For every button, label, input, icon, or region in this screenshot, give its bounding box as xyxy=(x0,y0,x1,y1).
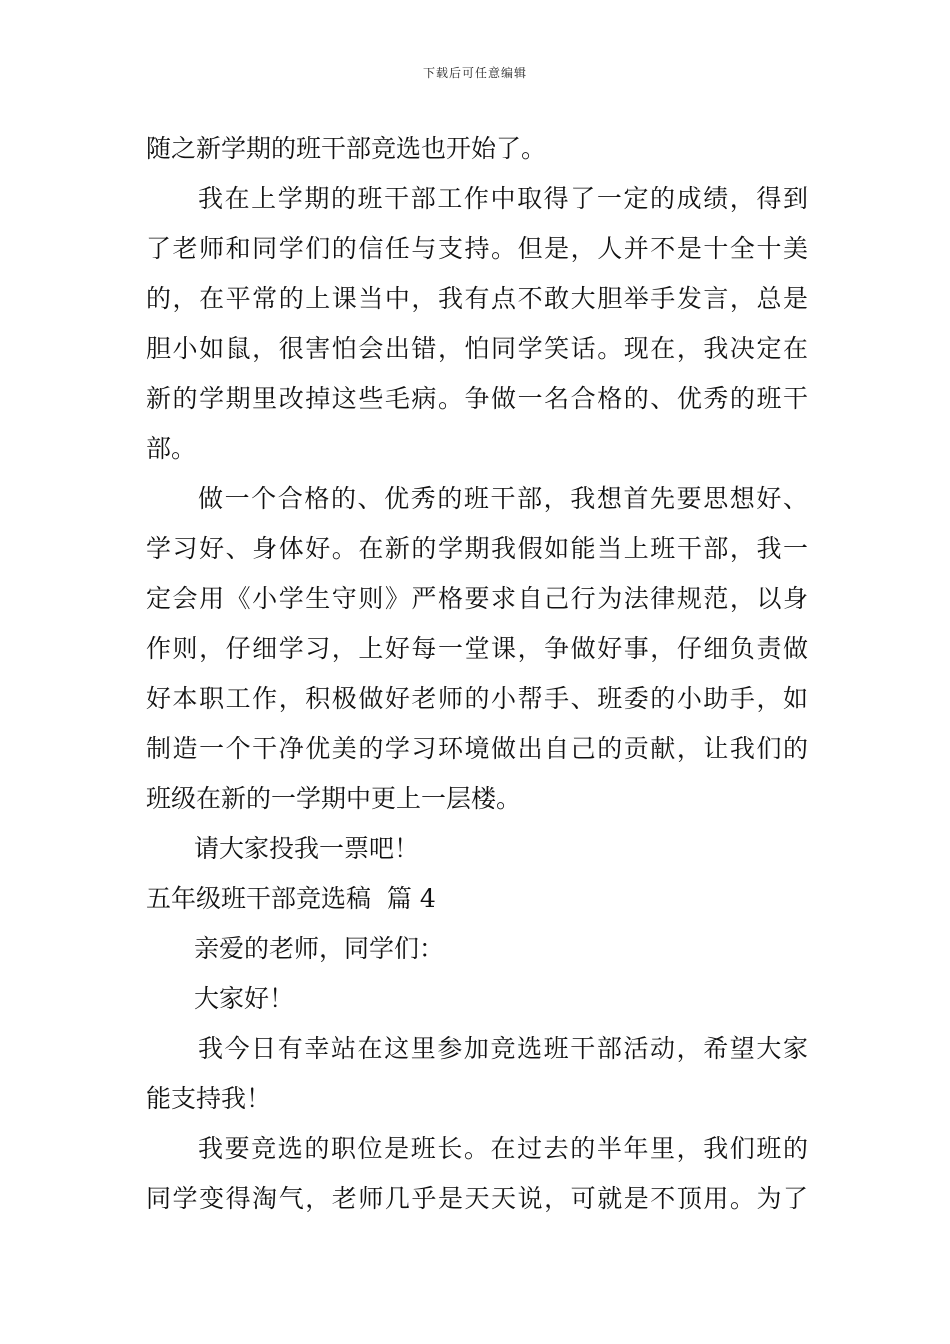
text-line: 部。 xyxy=(146,434,197,463)
text-line: 同学变得淘气，老师几乎是天天说，可就是不顶用。为了 xyxy=(146,1184,808,1213)
text-line: 胆小如鼠，很害怕会出错，怕同学笑话。现在，我决定在 xyxy=(146,334,808,363)
text-line: 能支持我！ xyxy=(146,1084,272,1113)
document-body xyxy=(146,124,808,1224)
text-line: 随之新学期的班干部竞选也开始了。 xyxy=(146,134,547,163)
text-line: 好本职工作，积极做好老师的小帮手、班委的小助手，如 xyxy=(146,684,808,713)
text-line: 了老师和同学们的信任与支持。但是，人并不是十全十美 xyxy=(146,234,808,263)
paragraph-line: 我今日有幸站在这里参加竞选班干部活动，希望大家 xyxy=(198,1034,808,1063)
paragraph-line: 做一个合格的、优秀的班干部，我想首先要思想好、 xyxy=(198,484,808,513)
page-header: 下载后可任意编辑 xyxy=(422,66,527,80)
section-heading: 五年级班干部竞选稿 篇 4 xyxy=(146,884,436,913)
text-line: 的，在平常的上课当中，我有点不敢大胆举手发言，总是 xyxy=(146,284,808,313)
paragraph-line: 请大家投我一票吧！ xyxy=(194,834,420,863)
text-line: 制造一个干净优美的学习环境做出自己的贡献，让我们的 xyxy=(146,734,808,763)
text-line: 新的学期里改掉这些毛病。争做一名合格的、优秀的班干 xyxy=(146,384,808,413)
text-line: 班级在新的一学期中更上一层楼。 xyxy=(146,784,522,813)
paragraph-line: 我要竞选的职位是班长。在过去的半年里，我们班的 xyxy=(198,1134,808,1163)
text-line: 学习好、身体好。在新的学期我假如能当上班干部，我一 xyxy=(146,534,808,563)
text-line: 定会用《小学生守则》严格要求自己行为法律规范，以身 xyxy=(146,584,808,613)
salutation: 亲爱的老师，同学们： xyxy=(194,934,445,963)
greeting: 大家好！ xyxy=(194,984,295,1013)
paragraph-line: 我在上学期的班干部工作中取得了一定的成绩，得到 xyxy=(198,184,808,213)
text-line: 作则，仔细学习，上好每一堂课，争做好事，仔细负责做 xyxy=(146,634,808,663)
